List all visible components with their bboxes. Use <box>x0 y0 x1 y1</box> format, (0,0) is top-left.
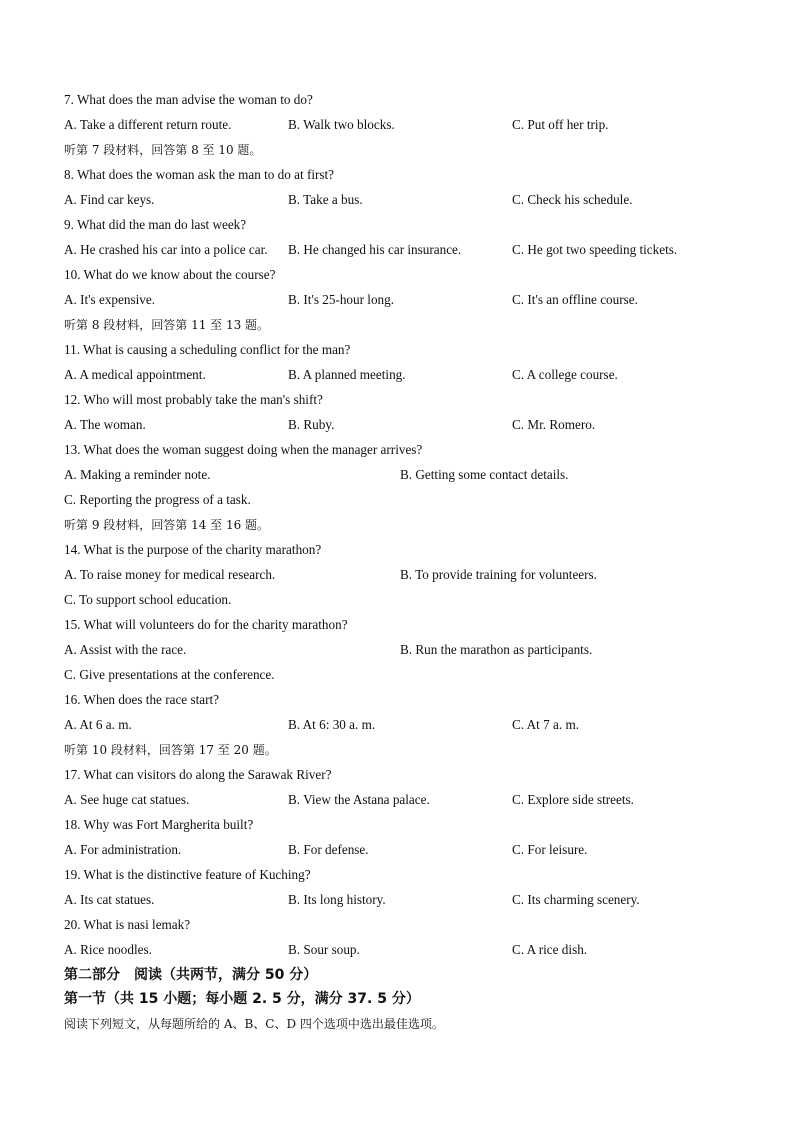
option-c: C. Give presentations at the conference. <box>64 667 275 682</box>
option-a: A. Assist with the race. <box>64 642 187 657</box>
section-instruction: 听第 7 段材料，回答第 8 至 10 题。 <box>64 143 262 157</box>
option-b: B. Its long history. <box>288 892 386 907</box>
option-a: A. Find car keys. <box>64 192 155 207</box>
option-c: C. A college course. <box>512 367 618 382</box>
option-c: C. Its charming scenery. <box>512 892 640 907</box>
option-b: B. Walk two blocks. <box>288 117 395 132</box>
option-b: B. Take a bus. <box>288 192 363 207</box>
question-stem: 10. What do we know about the course? <box>64 267 276 282</box>
option-c: C. At 7 a. m. <box>512 717 580 732</box>
options-row <box>64 465 744 485</box>
option-a: A. To raise money for medical research. <box>64 567 276 582</box>
option-a: A. At 6 a. m. <box>64 717 132 732</box>
option-c: C. To support school education. <box>64 592 232 607</box>
option-c: C. Check his schedule. <box>512 192 633 207</box>
section-instruction: 听第 8 段材料，回答第 11 至 13 题。 <box>64 318 270 332</box>
question-stem: 16. When does the race start? <box>64 692 220 707</box>
options-row <box>64 565 744 585</box>
option-c: C. Put off her trip. <box>512 117 609 132</box>
option-b: B. It's 25-hour long. <box>288 292 395 307</box>
option-c: C. A rice dish. <box>512 942 588 957</box>
reading-instruction: 阅读下列短文，从每题所给的 A、B、C、D 四个选项中选出最佳选项。 <box>64 1017 444 1031</box>
question-stem: 18. Why was Fort Margherita built? <box>64 817 254 832</box>
option-a: A. Making a reminder note. <box>64 467 211 482</box>
option-a: A. Rice noodles. <box>64 942 152 957</box>
options-row <box>64 190 744 210</box>
options-row <box>64 415 744 435</box>
options-row <box>64 240 744 260</box>
options-row <box>64 940 744 960</box>
question-stem: 9. What did the man do last week? <box>64 217 247 232</box>
question-stem: 19. What is the distinctive feature of Kuching? <box>64 867 311 882</box>
option-b: B. A planned meeting. <box>288 367 406 382</box>
section-instruction: 听第 9 段材料，回答第 14 至 16 题。 <box>64 518 270 532</box>
option-a: A. For administration. <box>64 842 182 857</box>
option-b: B. He changed his car insurance. <box>288 242 462 257</box>
option-a: A. The woman. <box>64 417 146 432</box>
options-row <box>64 890 744 910</box>
question-stem: 14. What is the purpose of the charity marathon? <box>64 542 322 557</box>
option-c: C. Reporting the progress of a task. <box>64 492 251 507</box>
options-row <box>64 840 744 860</box>
option-c: C. It's an offline course. <box>512 292 638 307</box>
question-stem: 7. What does the man advise the woman to do? <box>64 92 313 107</box>
options-row <box>64 715 744 735</box>
option-b: B. At 6: 30 a. m. <box>288 717 376 732</box>
options-row <box>64 115 744 135</box>
question-stem: 17. What can visitors do along the Sarawak River? <box>64 767 332 782</box>
option-c: C. Explore side streets. <box>512 792 634 807</box>
option-b: B. Ruby. <box>288 417 335 432</box>
option-a: A. Its cat statues. <box>64 892 155 907</box>
option-c: C. For leisure. <box>512 842 588 857</box>
option-a: A. It's expensive. <box>64 292 156 307</box>
question-stem: 12. Who will most probably take the man's shift? <box>64 392 323 407</box>
options-row <box>64 640 744 660</box>
option-b: B. Getting some contact details. <box>400 467 569 482</box>
option-a: A. A medical appointment. <box>64 367 206 382</box>
question-stem: 13. What does the woman suggest doing when the manager arrives? <box>64 442 423 457</box>
question-stem: 11. What is causing a scheduling conflict for the man? <box>64 342 351 357</box>
option-c: C. He got two speeding tickets. <box>512 242 678 257</box>
option-a: A. He crashed his car into a police car. <box>64 242 268 257</box>
option-b: B. For defense. <box>288 842 369 857</box>
section-instruction: 听第 10 段材料，回答第 17 至 20 题。 <box>64 743 277 757</box>
part-heading: 第二部分 阅读（共两节，满分 50 分） <box>64 967 318 983</box>
option-b: B. Sour soup. <box>288 942 360 957</box>
option-b: B. Run the marathon as participants. <box>400 642 593 657</box>
options-row <box>64 790 744 810</box>
option-b: B. To provide training for volunteers. <box>400 567 597 582</box>
options-row <box>64 365 744 385</box>
question-stem: 8. What does the woman ask the man to do at first? <box>64 167 335 182</box>
option-a: A. See huge cat statues. <box>64 792 190 807</box>
option-a: A. Take a different return route. <box>64 117 232 132</box>
question-stem: 20. What is nasi lemak? <box>64 917 191 932</box>
option-c: C. Mr. Romero. <box>512 417 596 432</box>
section-heading: 第一节（共 15 小题；每小题 2. 5 分，满分 37. 5 分） <box>64 991 420 1007</box>
options-row <box>64 290 744 310</box>
question-stem: 15. What will volunteers do for the charity marathon? <box>64 617 348 632</box>
option-b: B. View the Astana palace. <box>288 792 430 807</box>
